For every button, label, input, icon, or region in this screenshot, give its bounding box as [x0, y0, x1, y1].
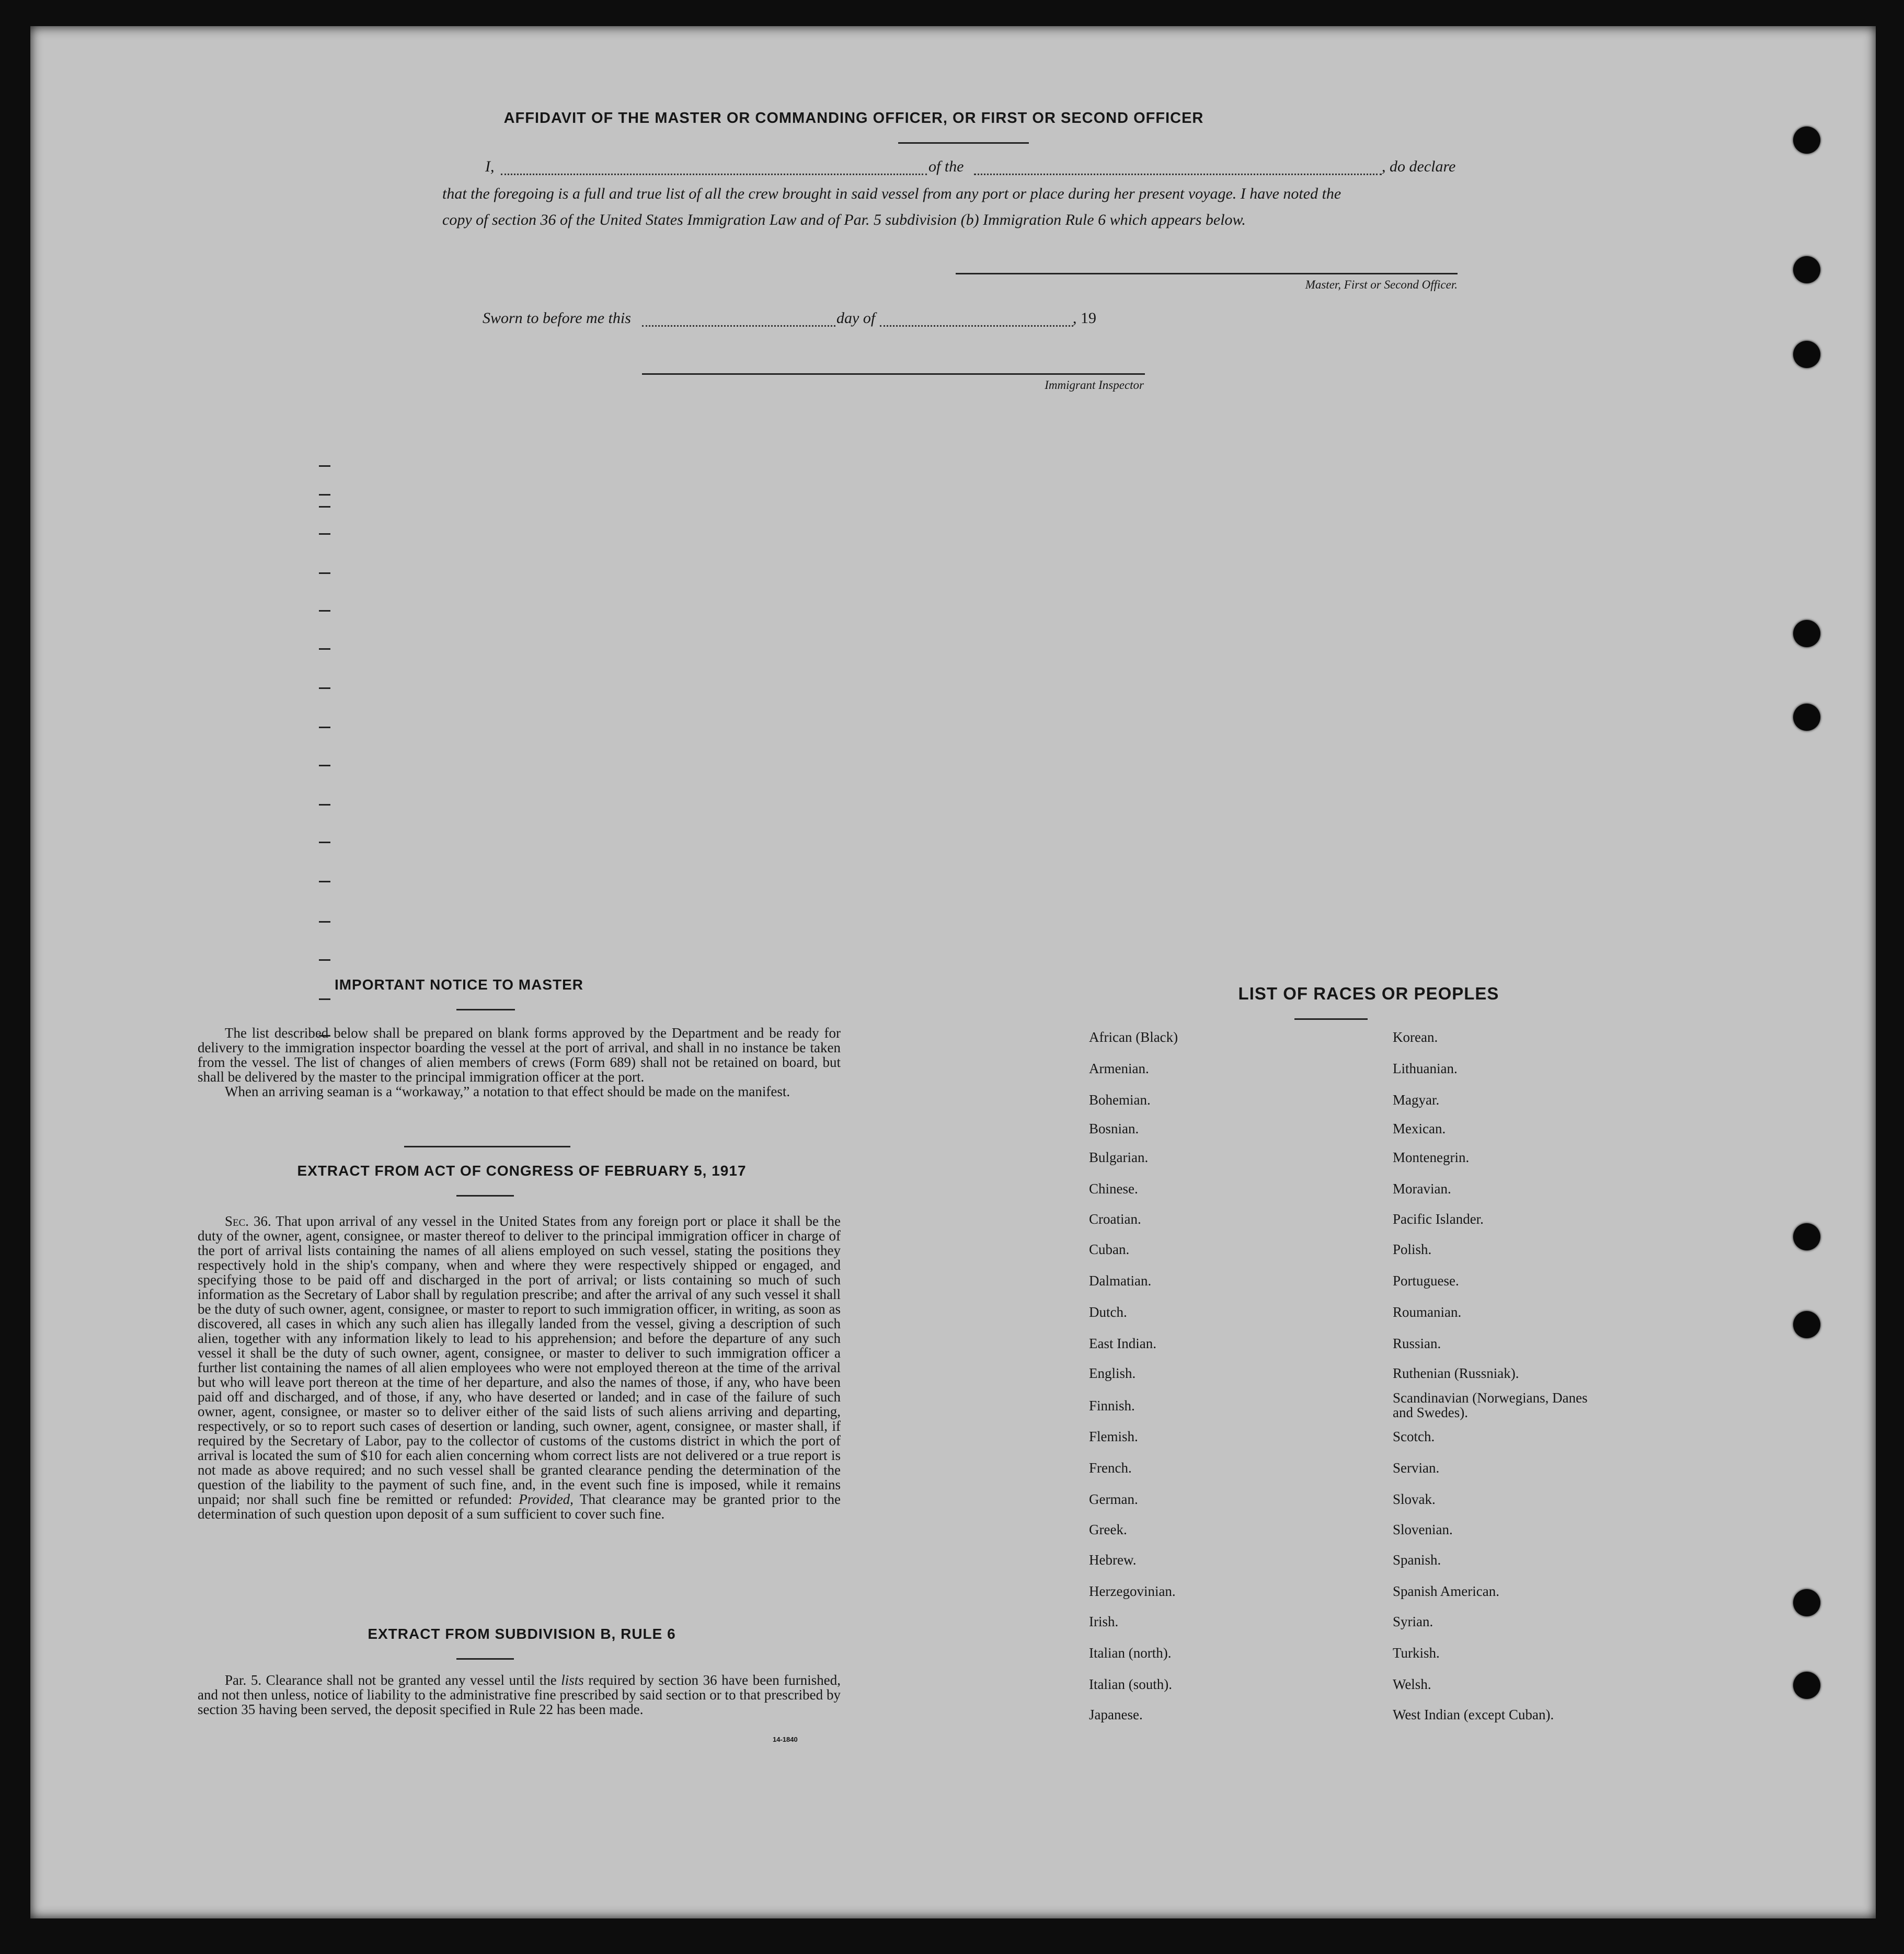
- divider: [456, 1658, 514, 1660]
- row-dash: [319, 648, 330, 650]
- race-item: English.: [1089, 1365, 1136, 1381]
- row-dash: [319, 804, 330, 806]
- race-item: Italian (south).: [1089, 1676, 1172, 1692]
- race-item: Montenegrin.: [1393, 1150, 1470, 1165]
- binder-hole-icon: [1793, 704, 1820, 731]
- act-text: 36. That upon arrival of any vessel in the United States from any foreign port or place it shall be the duty of the owner, agent, consignee, or master thereof to deliver to the principal immigration officer in charge of the port of arrival lists containing the names of all aliens employed on such vessel, stating the positions they respectively hold in the ship's company, when and where they were respectively shipped or engaged, and specifying those to be paid off and discharged in the port of arrival; or lists containing so much of such information as the Secretary of Labor shall by regulation prescribe; and after the arrival of any such vessel it shall be the duty of such owner, agent, consignee, or master to report to such immigration officer, in writing, as soon as discovered, all cases in which any such alien has illegally landed from the vessel, giving a description of such alien, together with any information likely to lead to his apprehension; and before the departure of any such vessel it shall be the duty of such owner, agent, consignee, or master to deliver to such immigration officer a further list containing the names of all alien employees who were not employed thereon at the time of the arrival but who will leave port thereon at the time of her departure, and also the names of those, if any, who have been paid off and discharged, and of those, if any, who have deserted or landed; and in case of the failure of such owner, agent, consignee, or master so to deliver either of the said lists of such aliens arriving and departing, respectively, or so to report such cases of desertion or landing, such owner, agent, consignee, or master shall, if required by the Secretary of Labor, pay to the collector of customs of the customs district in which the port of arrival is located the sum of $10 for each alien concerning whom correct lists are not delivered or a true report is not made as above required; and no such vessel shall be granted clearance pending the determination of the question of the liability to the payment of such fine, and, in the event such fine is imposed, while it remains unpaid; nor shall such fine be remitted or refunded:: [198, 1213, 841, 1507]
- race-item: Roumanian.: [1393, 1304, 1462, 1320]
- provided-label: Provided,: [519, 1491, 574, 1507]
- row-dash: [319, 881, 330, 882]
- race-item: Slovak.: [1393, 1491, 1436, 1507]
- race-item: African (Black): [1089, 1029, 1178, 1045]
- race-item: Spanish.: [1393, 1552, 1441, 1568]
- race-item: Portuguese.: [1393, 1273, 1459, 1289]
- notice-paragraph: The list described below shall be prepared on blank forms approved by the Department and be ready for delivery to the immigration inspector boarding the vessel at the port of arrival, and shall in no instance be taken from the vessel. The list of changes of alien members of crews (Form 689) shall not be retained on board, but shall be delivered by the master to the principal immigration officer at the port.: [198, 1025, 841, 1085]
- race-item: Bohemian.: [1089, 1092, 1151, 1108]
- rule6-body: [198, 1673, 841, 1717]
- binder-hole-icon: [1793, 1589, 1820, 1616]
- form-number: 14-1840: [773, 1735, 798, 1743]
- race-item: Ruthenian (Russniak).: [1393, 1365, 1519, 1381]
- binder-hole-icon: [1793, 1223, 1820, 1250]
- races-title: LIST OF RACES OR PEOPLES: [1238, 984, 1499, 1003]
- race-item: Japanese.: [1089, 1707, 1143, 1722]
- race-item: Pacific Islander.: [1393, 1211, 1484, 1227]
- row-dash: [319, 494, 330, 496]
- race-item: Welsh.: [1393, 1676, 1431, 1692]
- binder-hole-icon: [1793, 1672, 1820, 1699]
- sworn-label: Sworn to before me this: [483, 309, 631, 327]
- race-item: Lithuanian.: [1393, 1061, 1458, 1076]
- binder-hole-icon: [1793, 620, 1820, 647]
- race-item: Slovenian.: [1393, 1522, 1453, 1537]
- row-dash: [319, 959, 330, 961]
- race-item: Dutch.: [1089, 1304, 1127, 1320]
- race-item: German.: [1089, 1491, 1138, 1507]
- race-item: Syrian.: [1393, 1614, 1433, 1629]
- race-item: Scandinavian (Norwegians, Danes and Swedes).: [1393, 1390, 1588, 1420]
- divider: [1294, 1018, 1368, 1020]
- race-item: Bosnian.: [1089, 1121, 1139, 1136]
- row-dash: [319, 842, 330, 843]
- race-item: French.: [1089, 1460, 1132, 1476]
- binder-hole-icon: [1793, 127, 1820, 154]
- affidavit-line-2: that the foregoing is a full and true list of all the crew brought in said vessel from any port or place during her present voyage. I have noted the: [442, 185, 1341, 202]
- affidavit-i-label: I,: [485, 158, 495, 175]
- race-item: Cuban.: [1089, 1242, 1130, 1257]
- act-text-end: That clearance may be granted prior to the determination of such question upon deposit of a sum sufficient to cover such fine.: [198, 1491, 841, 1522]
- act-body: [198, 1214, 841, 1521]
- divider: [456, 1009, 515, 1010]
- divider: [898, 142, 1029, 144]
- sworn-day-field[interactable]: [642, 325, 835, 327]
- divider: [404, 1146, 570, 1147]
- race-item: Greek.: [1089, 1522, 1127, 1537]
- race-item: Herzegovinian.: [1089, 1583, 1176, 1599]
- row-dash: [319, 921, 330, 923]
- race-item: Servian.: [1393, 1460, 1440, 1476]
- vessel-field[interactable]: [974, 174, 1382, 175]
- binder-hole-icon: [1793, 256, 1820, 283]
- sec-label: Sec.: [225, 1213, 249, 1229]
- notice-body: [198, 1026, 841, 1099]
- sworn-month-field[interactable]: [880, 325, 1073, 327]
- race-item: Dalmatian.: [1089, 1273, 1152, 1289]
- race-item: Croatian.: [1089, 1211, 1141, 1227]
- race-item: Russian.: [1393, 1336, 1441, 1351]
- row-dash: [319, 687, 330, 689]
- lists-word: lists: [561, 1672, 584, 1688]
- affidavit-line-3: copy of section 36 of the United States Immigration Law and of Par. 5 subdivision (b) Immigration Rule 6 which appears below.: [442, 211, 1246, 228]
- race-item: Flemish.: [1089, 1429, 1138, 1444]
- race-item: Moravian.: [1393, 1181, 1451, 1197]
- name-field[interactable]: [501, 174, 927, 175]
- notice-title: IMPORTANT NOTICE TO MASTER: [334, 976, 584, 993]
- affidavit-title: AFFIDAVIT OF THE MASTER OR COMMANDING OFFICER, OR FIRST OR SECOND OFFICER: [503, 110, 1204, 127]
- notice-paragraph: When an arriving seaman is a “workaway,” a notation to that effect should be made on the manifest.: [225, 1084, 790, 1099]
- race-item: East Indian.: [1089, 1336, 1156, 1351]
- race-item: Chinese.: [1089, 1181, 1138, 1197]
- row-dash: [319, 610, 330, 612]
- race-item: Korean.: [1393, 1029, 1438, 1045]
- row-dash: [319, 506, 330, 508]
- rule6-text: Par. 5. Clearance shall not be granted any vessel until the: [225, 1672, 557, 1688]
- master-signature-label: Master, First or Second Officer.: [1305, 278, 1458, 291]
- day-of-label: day of: [836, 309, 876, 327]
- inspector-label: Immigrant Inspector: [1045, 378, 1144, 392]
- row-dash: [319, 572, 330, 574]
- manifest-page: [30, 26, 1876, 1918]
- race-item: Turkish.: [1393, 1645, 1440, 1661]
- binder-hole-icon: [1793, 341, 1820, 368]
- rule6-text-2: required by section 36 have been furnished, and not then unless, notice of liability to the administrative fine prescribed by said section or to that prescribed by section 35 having been served, the deposit specified in Rule 22 has been made.: [198, 1672, 841, 1717]
- race-item: Bulgarian.: [1089, 1150, 1149, 1165]
- affidavit-of-the-label: of the: [928, 158, 964, 175]
- row-dash: [319, 465, 330, 467]
- race-item: Hebrew.: [1089, 1552, 1137, 1568]
- race-item: Scotch.: [1393, 1429, 1435, 1444]
- master-signature-line[interactable]: [956, 273, 1458, 274]
- race-item: Magyar.: [1393, 1092, 1440, 1108]
- year-label: , 19: [1073, 309, 1096, 327]
- race-item: Armenian.: [1089, 1061, 1149, 1076]
- row-dash: [319, 998, 330, 1000]
- race-item: Italian (north).: [1089, 1645, 1172, 1661]
- act-title: EXTRACT FROM ACT OF CONGRESS OF FEBRUARY 5, 1917: [297, 1163, 747, 1179]
- race-item: Polish.: [1393, 1242, 1432, 1257]
- row-dash: [319, 727, 330, 728]
- race-item: Irish.: [1089, 1614, 1119, 1629]
- inspector-signature-line[interactable]: [642, 373, 1145, 375]
- row-dash: [319, 765, 330, 766]
- row-dash: [319, 533, 330, 535]
- affidavit-declare-label: , do declare: [1382, 158, 1456, 175]
- race-item: Mexican.: [1393, 1121, 1446, 1136]
- rule6-title: EXTRACT FROM SUBDIVISION B, RULE 6: [368, 1626, 676, 1642]
- binder-hole-icon: [1793, 1311, 1820, 1338]
- race-item: Spanish American.: [1393, 1583, 1499, 1599]
- race-item: West Indian (except Cuban).: [1393, 1707, 1554, 1722]
- race-item: Finnish.: [1089, 1398, 1135, 1413]
- divider: [456, 1195, 514, 1197]
